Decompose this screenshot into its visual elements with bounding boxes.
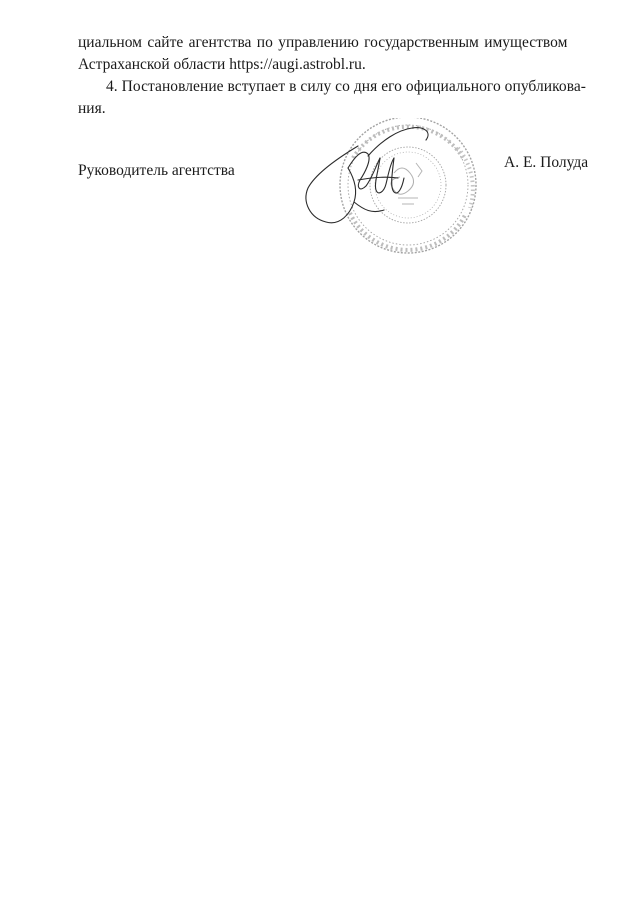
signature-and-seal [298,118,498,263]
paragraph-3-line-1-text: циальном сайте агентства по управлению государственным имуществом [78,34,568,51]
paragraph-4-line-1: 4. Постановление вступает в силу со дня его официального опубликова- [106,78,587,95]
paragraph-3-line-2: Астраханской области https://augi.astrobl.ru. [78,56,366,73]
paragraph-4 [78,76,587,120]
paragraph-3-line-1 [78,32,584,54]
seal-stamp-graphic [298,118,498,263]
paragraph-3-continuation [78,32,584,76]
signatory-name: А. Е. Полуда [504,154,589,171]
official-seal [340,118,476,253]
paragraph-4-line-2: ния. [78,100,106,117]
signatory-position: Руководитель агентства [78,162,235,179]
